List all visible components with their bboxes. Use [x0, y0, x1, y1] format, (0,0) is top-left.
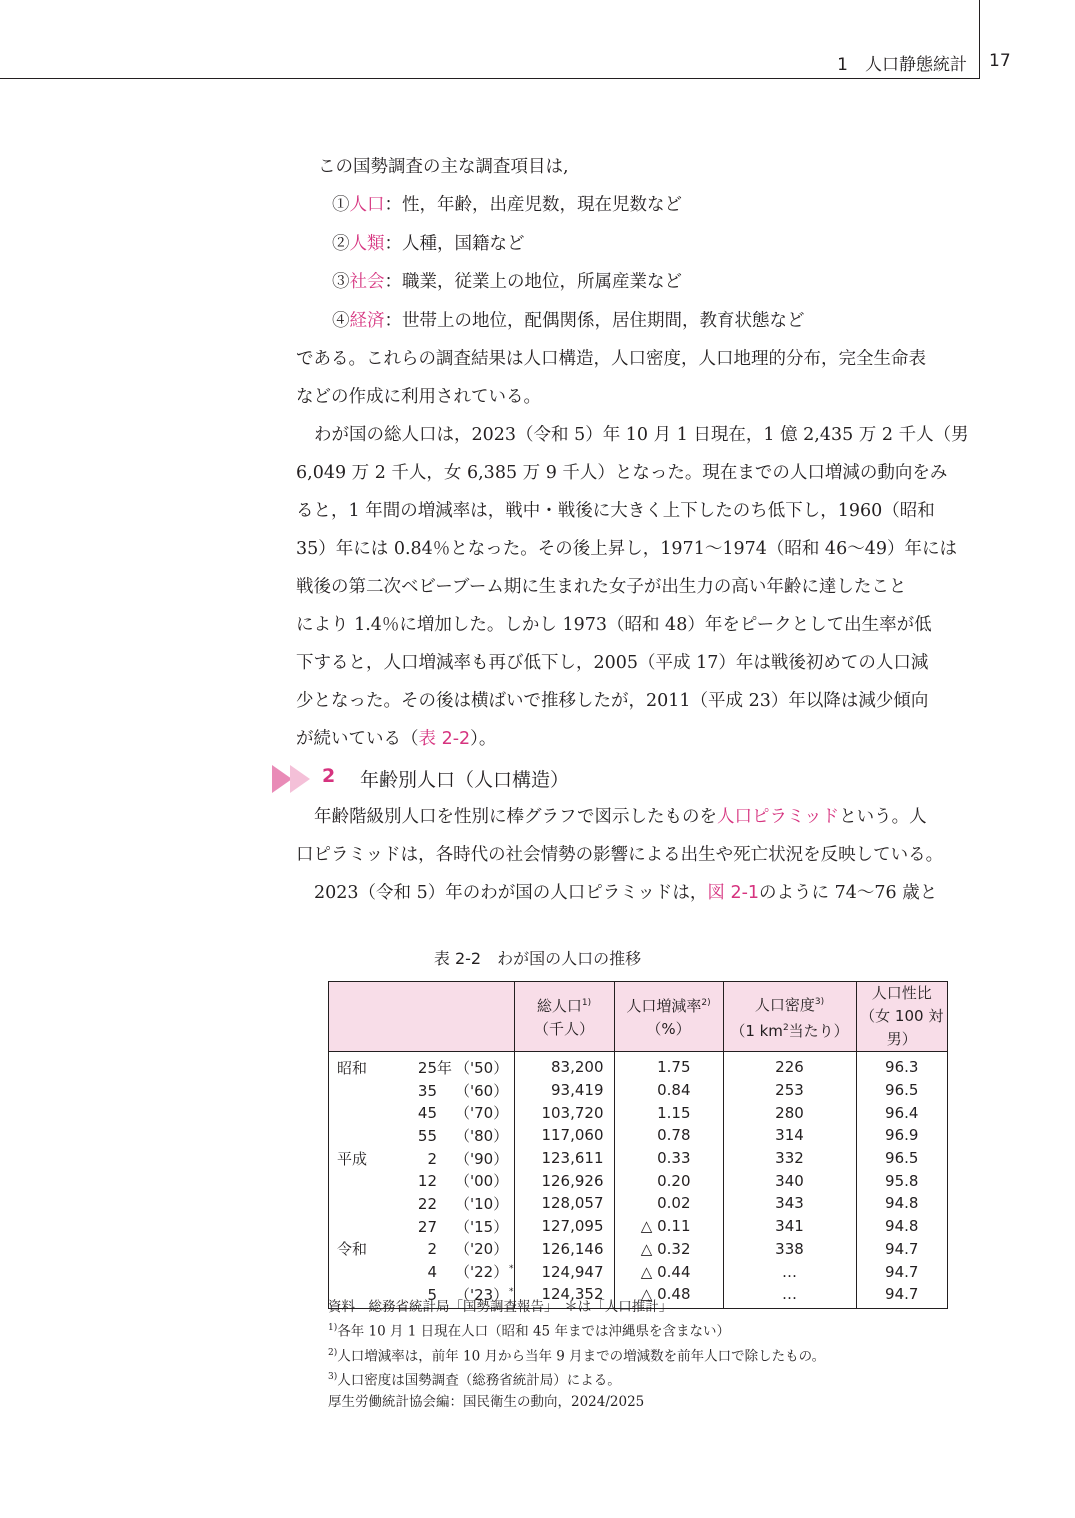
source-note: 資料 総務省統計局「国勢調査報告」 ＊は「人口推計」	[328, 1299, 673, 1315]
cell-density: 340	[723, 1169, 856, 1192]
cell-density: …	[723, 1283, 856, 1308]
cell-rate: 0.02	[614, 1192, 723, 1215]
cell-total: 103,720	[514, 1101, 614, 1124]
cell-sex-ratio: 96.9	[856, 1124, 948, 1147]
cell-rate: △ 0.48	[614, 1283, 723, 1308]
table-notes	[328, 1297, 825, 1413]
table-row	[329, 1260, 948, 1283]
header-rate: 人口増減率$^{2)}$ （%）	[614, 982, 723, 1052]
cell-total: 124,352	[514, 1283, 614, 1308]
cell-sex-ratio: 96.3	[856, 1052, 948, 1079]
cell-total: 124,947	[514, 1260, 614, 1283]
table-row	[329, 1079, 948, 1102]
table-row	[329, 1124, 948, 1147]
cell-era: 22 （'10）	[329, 1192, 515, 1215]
cell-density: 280	[723, 1101, 856, 1124]
table-header-row	[329, 982, 948, 1052]
cell-era: 5 （'23）*	[329, 1283, 515, 1308]
cell-rate: △ 0.32	[614, 1238, 723, 1261]
paragraph-line: が続いている（表 2-2）。	[296, 729, 497, 749]
table-row	[329, 1192, 948, 1215]
page-number: 17	[989, 51, 1011, 71]
header-total: 総人口$^{1)}$ （千人）	[514, 982, 614, 1052]
cell-total: 123,611	[514, 1147, 614, 1170]
item-text: ：人種，国籍など	[384, 234, 525, 254]
item-number: ②	[332, 234, 350, 254]
cell-total: 126,146	[514, 1238, 614, 1261]
item-text: ：職業，従業上の地位，所属産業など	[384, 272, 682, 292]
intro-line: この国勢調査の主な調査項目は,	[318, 157, 569, 177]
cell-rate: 1.75	[614, 1052, 723, 1079]
table-reference-link[interactable]: 表 2-2	[418, 729, 471, 749]
header-rule	[0, 78, 980, 79]
cell-rate: 0.33	[614, 1147, 723, 1170]
table-row	[329, 1101, 948, 1124]
cell-sex-ratio: 94.8	[856, 1192, 948, 1215]
cell-density: 314	[723, 1124, 856, 1147]
cell-rate: 0.20	[614, 1169, 723, 1192]
cell-era: 令和 2 （'20）	[329, 1238, 515, 1261]
cell-sex-ratio: 94.7	[856, 1238, 948, 1261]
paragraph-line: ると，1 年間の増減率は，戦中・戦後に大きく上下したのち低下し，1960（昭和	[296, 501, 935, 521]
paragraph-line: 6,049 万 2 千人，女 6,385 万 9 千人）となった。現在までの人口増減の動向をみ	[296, 463, 948, 483]
paragraph-line: 口ピラミッドは，各時代の社会情勢の影響による出生や死亡状況を反映している。	[296, 845, 944, 865]
table-row	[329, 1238, 948, 1261]
figure-reference-link[interactable]: 図 2-1	[707, 883, 760, 903]
table-row	[329, 1052, 948, 1079]
cell-density: 341	[723, 1215, 856, 1238]
cell-rate: 1.15	[614, 1101, 723, 1124]
paragraph-line: 2023（令和 5）年のわが国の人口ピラミッドは，図 2-1のように 74〜76 歳と	[314, 883, 938, 903]
survey-item	[332, 191, 682, 216]
cell-sex-ratio: 95.8	[856, 1169, 948, 1192]
cell-era: 45 （'70）	[329, 1101, 515, 1124]
cell-era: 昭和 25年 （'50）	[329, 1052, 515, 1079]
cell-era: 平成 2 （'90）	[329, 1147, 515, 1170]
cell-total: 117,060	[514, 1124, 614, 1147]
table-row	[329, 1215, 948, 1238]
paragraph-line: である。これらの調査結果は人口構造，人口密度，人口地理的分布，完全生命表	[296, 349, 926, 369]
cell-era: 27 （'15）	[329, 1215, 515, 1238]
cell-density: 253	[723, 1079, 856, 1102]
paragraph-line: により 1.4％に増加した。しかし 1973（昭和 48）年をピークとして出生率が低	[296, 615, 932, 635]
arrow-icon	[272, 765, 292, 793]
cell-density: 332	[723, 1147, 856, 1170]
footnote: $^{2)}$人口増減率は，前年 10 月から当年 9 月までの増減数を前年人口で除したもの。	[328, 1347, 826, 1364]
cell-rate: 0.78	[614, 1124, 723, 1147]
population-table	[328, 981, 948, 1309]
paragraph-line: 年齢階級別人口を性別に棒グラフで図示したものを人口ピラミッドという。人	[314, 807, 927, 827]
cell-sex-ratio: 94.7	[856, 1283, 948, 1308]
cell-sex-ratio: 94.7	[856, 1260, 948, 1283]
cell-density: …	[723, 1260, 856, 1283]
header-density: 人口密度$^{3)}$ （1 $km^2$当たり）	[723, 982, 856, 1052]
survey-item	[332, 307, 805, 332]
cell-rate: △ 0.44	[614, 1260, 723, 1283]
cell-sex-ratio: 96.4	[856, 1101, 948, 1124]
item-number: ③	[332, 272, 350, 292]
cell-sex-ratio: 94.8	[856, 1215, 948, 1238]
table-caption: 表 2-2 わが国の人口の推移	[433, 949, 642, 968]
cell-era: 55 （'80）	[329, 1124, 515, 1147]
cell-rate: 0.84	[614, 1079, 723, 1102]
paragraph-line: 少となった。その後は横ばいで推移したが，2011（平成 23）年以降は減少傾向	[296, 691, 929, 711]
paragraph-line: などの作成に利用されている。	[296, 387, 541, 407]
cell-density: 338	[723, 1238, 856, 1261]
section-number: 2	[322, 765, 336, 787]
cell-sex-ratio: 96.5	[856, 1079, 948, 1102]
table-row	[329, 1169, 948, 1192]
key-term: 人口ピラミッド	[717, 807, 840, 827]
cell-total: 83,200	[514, 1052, 614, 1079]
cell-total: 126,926	[514, 1169, 614, 1192]
cell-density: 226	[723, 1052, 856, 1079]
cell-era: 35 （'60）	[329, 1079, 515, 1102]
paragraph-line: 戦後の第二次ベビーブーム期に生まれた女子が出生力の高い年齢に達したこと	[296, 577, 907, 597]
footnote: $^{3)}$人口密度は国勢調査（総務省統計局）による。	[328, 1372, 621, 1389]
survey-item	[332, 268, 682, 293]
table-row	[329, 1147, 948, 1170]
running-head-chapter: 1 人口静態統計	[837, 55, 967, 75]
item-text: ：性，年齢，出産児数，現在児数など	[384, 195, 682, 215]
survey-item	[332, 230, 525, 255]
item-number: ④	[332, 311, 350, 331]
cell-sex-ratio: 96.5	[856, 1147, 948, 1170]
cell-total: 128,057	[514, 1192, 614, 1215]
item-label: 人類	[349, 234, 385, 254]
footnote: $^{1)}$各年 10 月 1 日現在人口（昭和 45 年までは沖縄県を含まない）	[328, 1323, 730, 1340]
cell-density: 343	[723, 1192, 856, 1215]
cell-rate: △ 0.11	[614, 1215, 723, 1238]
cell-total: 127,095	[514, 1215, 614, 1238]
item-label: 経済	[349, 311, 385, 331]
item-label: 人口	[349, 195, 385, 215]
section-title: 年齢別人口（人口構造）	[360, 769, 570, 791]
paragraph-line: 35）年には 0.84％となった。その後上昇し，1971〜1974（昭和 46〜49）年には	[296, 539, 957, 559]
item-label: 社会	[349, 272, 385, 292]
paragraph-line: わが国の総人口は，2023（令和 5）年 10 月 1 日現在，1 億 2,435 万 2 千人（男	[314, 425, 969, 445]
cell-total: 93,419	[514, 1079, 614, 1102]
cell-era: 12 （'00）	[329, 1169, 515, 1192]
item-text: ：世帯上の地位，配偶関係，居住期間，教育状態など	[384, 311, 805, 331]
item-number: ①	[332, 195, 350, 215]
header-era	[329, 982, 515, 1052]
reference-note: 厚生労働統計協会編：国民衛生の動向，2024/2025	[328, 1393, 645, 1410]
header-sex-ratio: 人口性比 （女 100 対男）	[856, 982, 948, 1052]
arrow-icon	[290, 765, 310, 793]
cell-era: 4 （'22）*	[329, 1260, 515, 1283]
paragraph-line: 下すると，人口増減率も再び低下し，2005（平成 17）年は戦後初めての人口減	[296, 653, 929, 673]
header-vertical-rule	[979, 0, 980, 79]
table-body	[329, 1052, 948, 1309]
